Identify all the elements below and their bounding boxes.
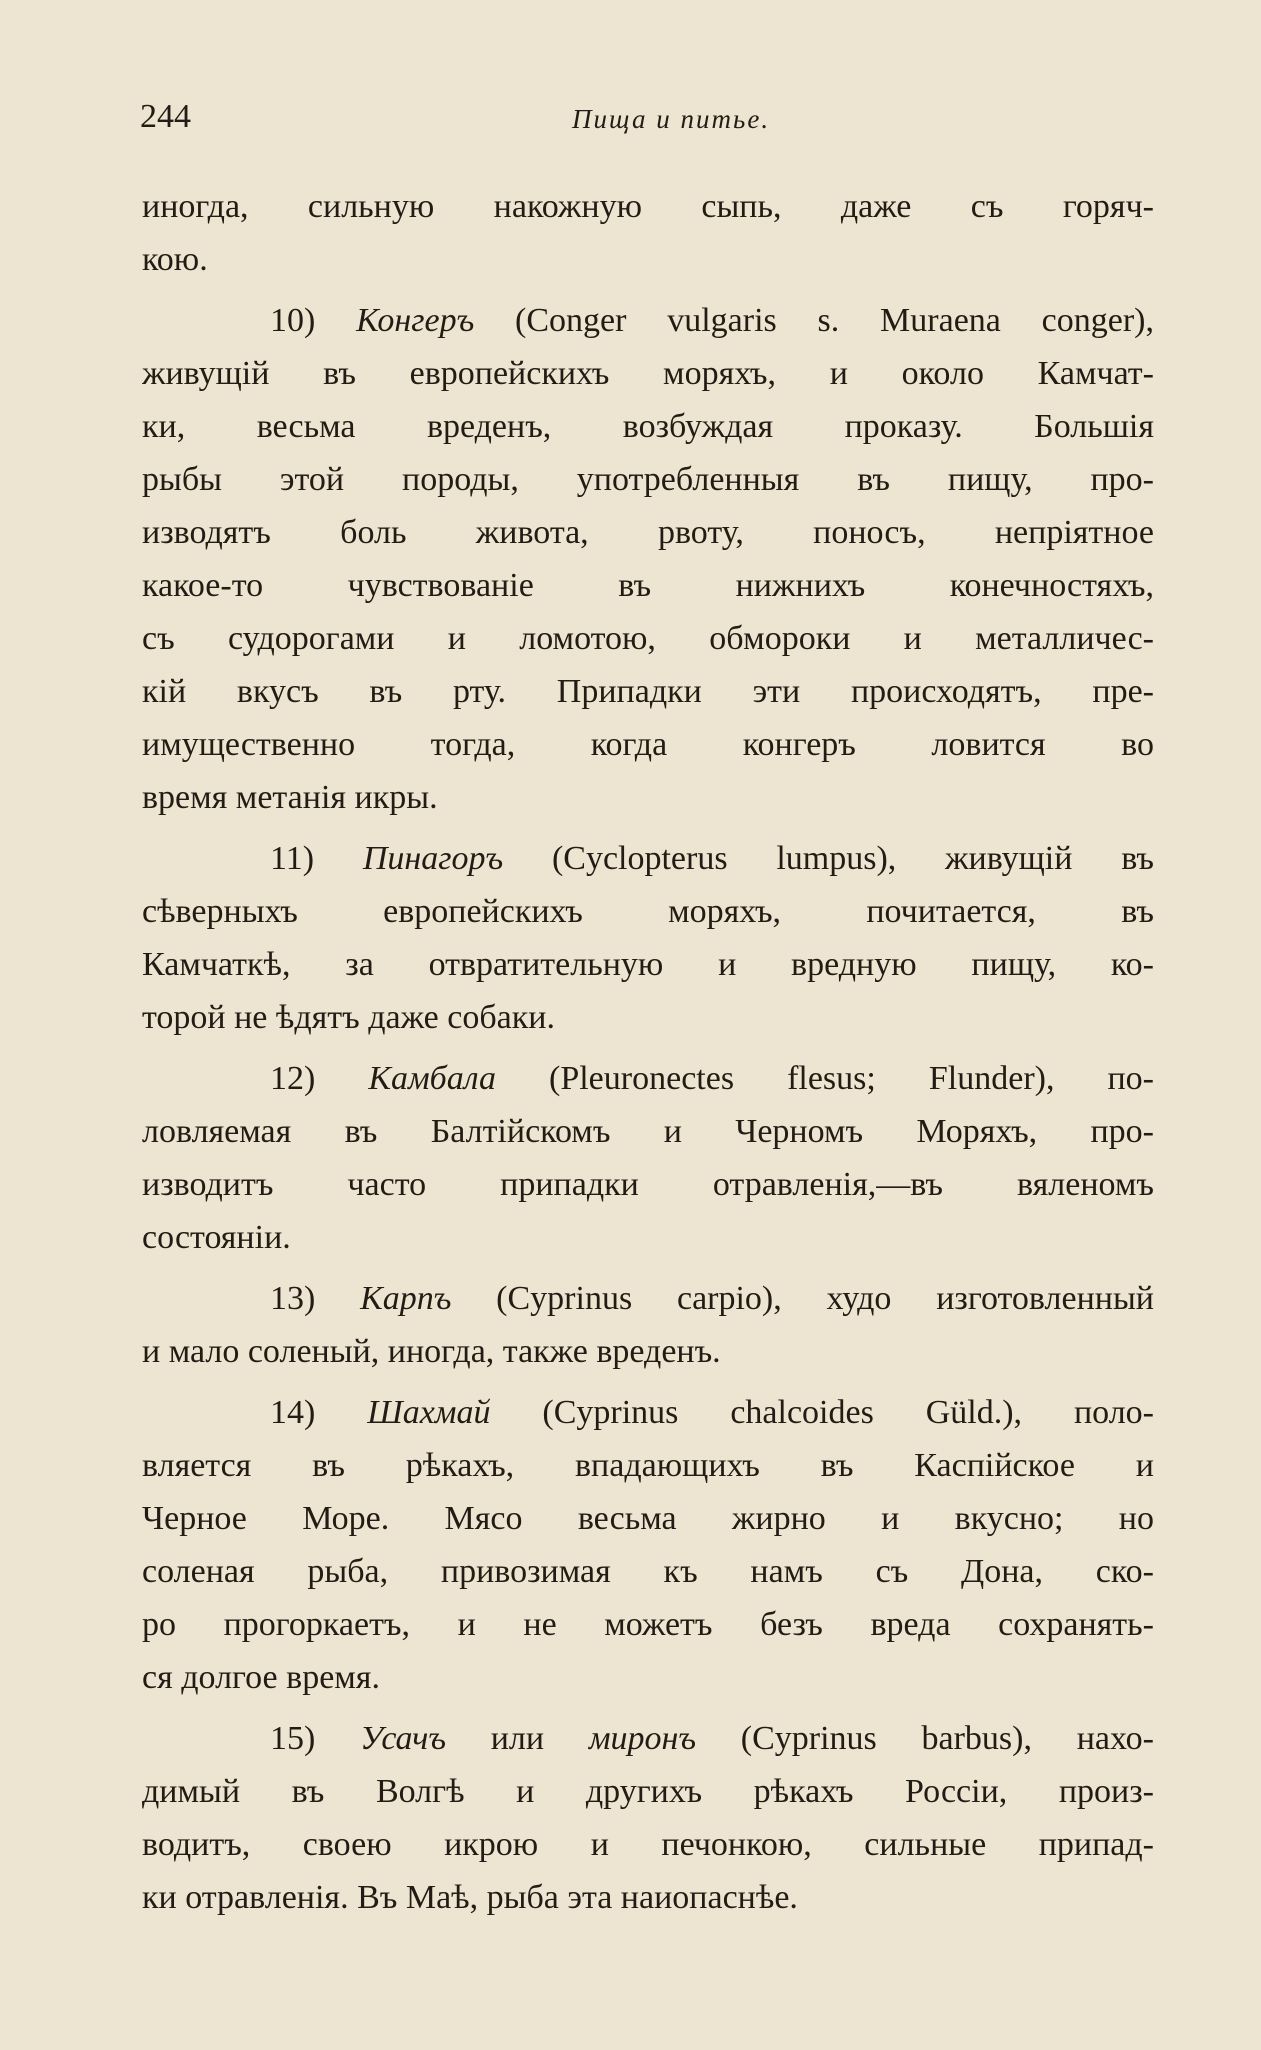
text-line: вляется въ рѣкахъ, впадающихъ въ Каспійское и: [142, 1447, 1154, 1484]
fish-name: Пинагоръ: [362, 840, 504, 877]
fish-name: Камбала: [368, 1060, 496, 1097]
text-line: 15) Усачъ или миронъ (Cyprinus barbus), нахо-: [270, 1720, 1154, 1757]
text-line: 12) Камбала (Pleuronectes flesus; Flunder), по-: [270, 1060, 1154, 1097]
text-line: кою.: [142, 241, 208, 278]
text-line: время метанія икры.: [142, 779, 438, 816]
fish-name: Карпъ: [360, 1280, 452, 1317]
text-line: 13) Карпъ (Cyprinus carpio), худо изготовленный: [270, 1280, 1154, 1317]
fish-name: Шахмай: [367, 1394, 491, 1431]
text-line: живущій въ европейскихъ моряхъ, и около Камчат-: [142, 355, 1154, 392]
text-line: 14) Шахмай (Cyprinus chalcoides Güld.), поло-: [270, 1394, 1154, 1431]
text-line: Черное Море. Мясо весьма жирно и вкусно; но: [142, 1500, 1154, 1537]
body-text: [142, 180, 1154, 1924]
paragraph-conger: [142, 294, 1154, 824]
page-number: 244: [140, 98, 191, 135]
text-line: Камчаткѣ, за отвратительную и вредную пищу, ко-: [142, 946, 1154, 983]
paragraph-barbel: [142, 1712, 1154, 1924]
text-line: и мало соленый, иногда, также вреденъ.: [142, 1333, 721, 1370]
text-line: какое-то чувствованіе въ нижнихъ конечностяхъ,: [142, 567, 1154, 604]
fish-name: Усачъ: [360, 1720, 446, 1757]
text-line: кій вкусъ въ рту. Припадки эти происходятъ, пре-: [142, 673, 1154, 710]
text-line: соленая рыба, привозимая къ намъ съ Дона, ско-: [142, 1553, 1154, 1590]
paragraph-carp: [142, 1272, 1154, 1378]
text-line: имущественно тогда, когда конгеръ ловится во: [142, 726, 1154, 763]
text-line: ки, весьма вреденъ, возбуждая проказу. Большія: [142, 408, 1154, 445]
fish-name: Конгеръ: [356, 302, 475, 339]
running-title: Пища и питье.: [572, 104, 771, 134]
text-line: 11) Пинагоръ (Cyclopterus lumpus), живущій въ: [270, 840, 1154, 877]
paragraph-flounder: [142, 1052, 1154, 1264]
text-line: ро прогоркаетъ, и не можетъ безъ вреда сохранять-: [142, 1606, 1154, 1643]
text-line: изводятъ боль живота, рвоту, поносъ, непріятное: [142, 514, 1154, 551]
text-line: изводитъ часто припадки отравленія,—въ вяленомъ: [142, 1166, 1154, 1203]
text-line: 10) Конгеръ (Conger vulgaris s. Muraena conger),: [270, 302, 1154, 339]
text-line: димый въ Волгѣ и другихъ рѣкахъ Россіи, произ-: [142, 1773, 1154, 1810]
text-line: рыбы этой породы, употребленныя въ пищу, про-: [142, 461, 1154, 498]
paragraph-lumpfish: [142, 832, 1154, 1044]
text-line: иногда, сильную накожную сыпь, даже съ горяч-: [142, 188, 1154, 225]
text-line: водитъ, своею икрою и печонкою, сильные припад-: [142, 1826, 1154, 1863]
paragraph-shakhmai: [142, 1386, 1154, 1704]
text-line: торой не ѣдятъ даже собаки.: [142, 999, 555, 1036]
text-line: состояніи.: [142, 1219, 291, 1256]
text-line: ки отравленія. Въ Маѣ, рыба эта наиопаснѣе.: [142, 1879, 798, 1916]
text-line: сѣверныхъ европейскихъ моряхъ, почитается, въ: [142, 893, 1154, 930]
text-line: ловляемая въ Балтійскомъ и Черномъ Моряхъ, про-: [142, 1113, 1154, 1150]
page-header: [140, 92, 1150, 142]
paragraph: [142, 180, 1154, 286]
text-line: ся долгое время.: [142, 1659, 380, 1696]
fish-name: миронъ: [588, 1720, 697, 1757]
text-line: съ судорогами и ломотою, обмороки и металличес-: [142, 620, 1154, 657]
